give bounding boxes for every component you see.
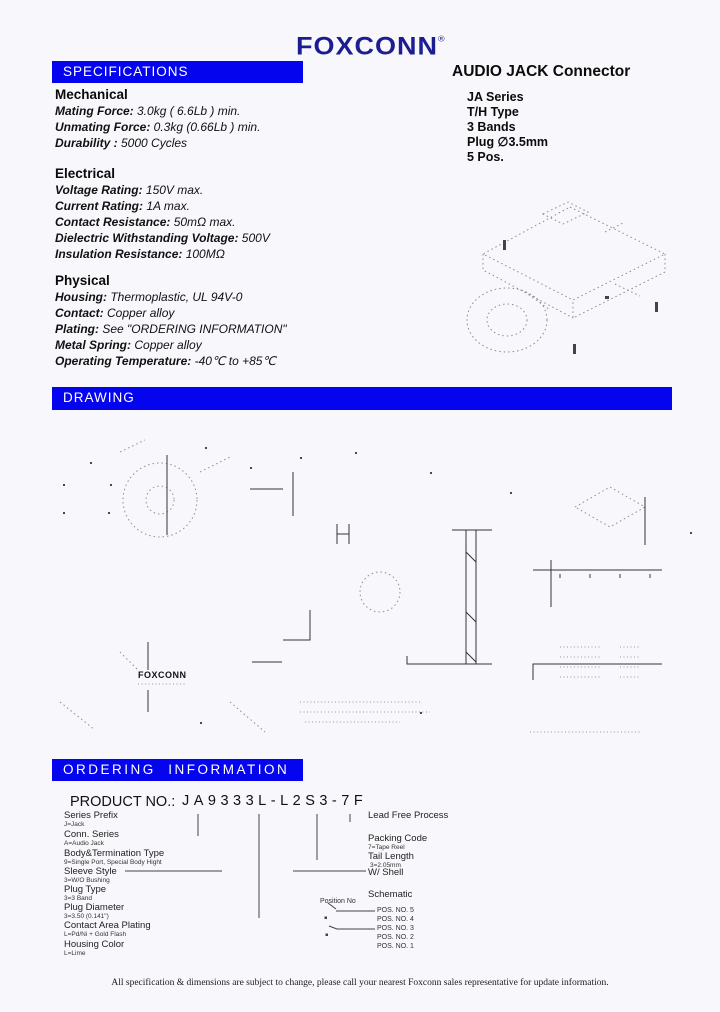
drawing-section-bar: DRAWING [52,387,672,410]
technical-drawing [0,412,720,757]
spec-label: Housing: [55,290,107,304]
spec-label: Plating: [55,322,99,336]
ordering-right-sub: 7=Tape Reel [368,844,405,851]
ordering-left-label: Plug Type [64,884,107,895]
ordering-left-sub: L=Pd/Ni + Gold Flash [64,931,127,938]
ordering-right-label: W/ Shell [368,867,404,878]
ordering-left-label: Contact Area Plating [64,920,151,931]
spec-row [55,305,287,321]
spec-row [55,289,287,305]
spec-label: Current Rating: [55,199,143,213]
feature-item: JA Series [467,90,524,104]
spec-row [55,182,270,198]
position-item: POS. NO. 4 [377,916,414,923]
spec-row [55,135,260,151]
ordering-left-sub: 3=3 Band [64,895,93,902]
spec-row [55,119,260,135]
spec-row [55,246,270,262]
position-list [377,906,414,951]
foxconn-logo-text: FOXCONN [296,32,438,60]
ordering-left-label: Sleeve Style [64,866,117,877]
position-item: POS. NO. 3 [377,925,414,932]
spec-value: 3.0kg ( 6.6Lb ) min. [133,104,241,118]
ordering-section-bar: ORDERING INFORMATION [52,759,303,781]
spec-row [55,198,270,214]
ordering-right-label: Lead Free Process [368,810,449,821]
spec-value: Copper alloy [103,306,175,320]
spec-row [55,214,270,230]
feature-list [467,90,548,165]
ordering-left-sub: 3=W/O Bushing [64,877,110,884]
spec-row [55,230,270,246]
spec-value: 150V max. [142,183,204,197]
feature-item: Plug ∅3.5mm [467,135,549,149]
specifications-section-bar: SPECIFICATIONS [52,61,303,83]
ordering-right-label: Tail Length [368,851,414,862]
product-no-label: PRODUCT NO.: [70,794,176,810]
feature-item: T/H Type [467,105,519,119]
spec-label: Metal Spring: [55,338,132,352]
isometric-connector-sketch [455,192,695,377]
physical-specs [55,289,287,369]
spec-value: 5000 Cycles [117,136,188,150]
spec-label: Contact: [55,306,104,320]
spec-value: 0.3kg (0.66Lb ) min. [150,120,261,134]
spec-value: Copper alloy [131,338,202,352]
electrical-specs [55,182,270,262]
ordering-right-label: Packing Code [368,833,428,844]
spec-value: See "ORDERING INFORMATION" [99,322,287,336]
electrical-heading: Electrical [55,166,116,181]
ordering-right-sub: 3=2.05mm [370,862,401,869]
spec-value: 50mΩ max. [170,215,236,229]
spec-label: Durability : [55,136,118,150]
spec-label: Operating Temperature: [55,354,192,368]
spec-label: Insulation Resistance: [55,247,183,261]
feature-item: 3 Bands [467,120,516,134]
product-title: AUDIO JACK Connector [452,63,631,80]
spec-value: 100MΩ [182,247,225,261]
ordering-left-sub: J=Jack [64,821,85,828]
spec-value: 1A max. [143,199,190,213]
position-item: POS. NO. 2 [377,934,414,941]
ordering-left-label: Housing Color [64,939,125,950]
position-item: POS. NO. 1 [377,943,414,950]
foxconn-logo [296,32,446,61]
spec-row [55,103,260,119]
spec-label: Contact Resistance: [55,215,171,229]
ordering-left-sub: 3=3.50 (0.141") [64,913,109,920]
spec-value: 500V [238,231,270,245]
mechanical-specs [55,103,260,151]
spec-label: Mating Force: [55,104,134,118]
spec-label: Voltage Rating: [55,183,143,197]
spec-row [55,337,287,353]
physical-heading: Physical [55,273,110,288]
spec-value: Thermoplastic, UL 94V-0 [107,290,243,304]
position-item: POS. NO. 5 [377,907,414,914]
registered-trademark-symbol: ® [438,34,446,44]
mechanical-heading: Mechanical [55,87,128,102]
drawing-mini-foxconn-logo: FOXCONN [138,670,187,680]
position-no-label: Position No [320,898,356,905]
spec-row [55,353,287,369]
ordering-left-sub: 9=Single Port, Special Body Hight [64,859,162,866]
ordering-left-label: Body&Termination Type [64,848,165,859]
ordering-left-label: Series Prefix [64,810,118,821]
feature-item: 5 Pos. [467,150,504,164]
ordering-left-sub: L=Lime [64,950,86,957]
spec-row [55,321,287,337]
ordering-left-label: Conn. Series [64,829,119,840]
ordering-right-label: Schematic [368,889,413,900]
product-no-value: JA9333L-L2S3-7F [182,793,368,809]
spec-label: Unmating Force: [55,120,151,134]
footer-disclaimer: All specification & dimensions are subject to change, please call your nearest Foxconn sales representative for update information. [111,978,609,988]
ordering-left-sub: A=Audio Jack [64,840,104,847]
ordering-left-label: Plug Diameter [64,902,125,913]
spec-label: Dielectric Withstanding Voltage: [55,231,239,245]
spec-value: -40℃ to +85℃ [191,354,276,368]
